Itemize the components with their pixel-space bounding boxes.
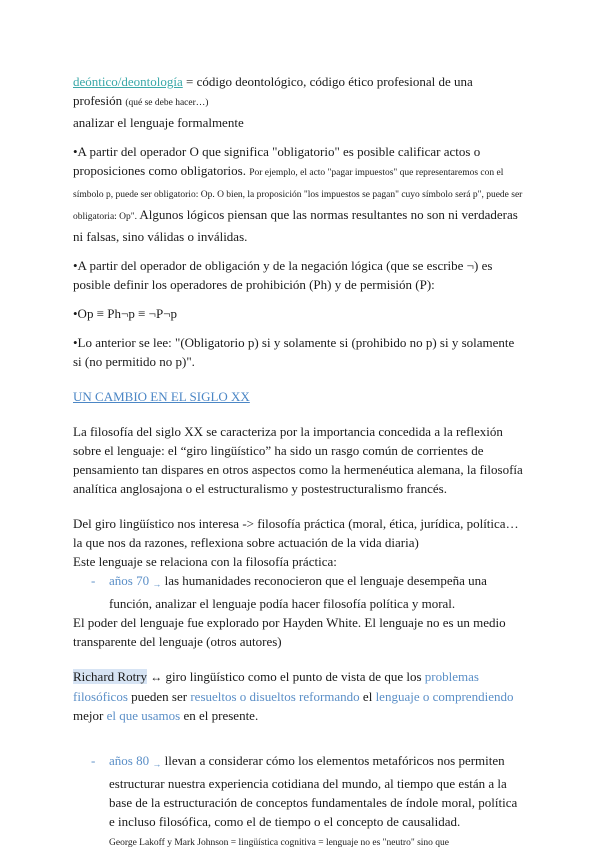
double-arrow-icon: ↔ [150,670,163,684]
arrow-right-icon: → [152,579,162,589]
paragraph-hayden-white: El poder del lenguaje fue explorado por Hayden White. El lenguaje no es un medio transparente del lenguaje (otros autores) [73,615,506,649]
paragraph-operador-o: •A partir del operador O que significa "obligatorio" es posible calificar actos o proposiciones como obligatorios. Por ejemplo, el acto "pagar impuestos" que representaremos con el símbolo p, puede ser obligatorio: Op. O bien, la proposición "los impuestos se pagan" cuyo símbolo será p", puede ser obligatoria: Op". Algunos lógicos piensan que las normas resultantes no son ni verdaderas ni falsas, sino válidas o inválidas. [73,144,523,244]
paragraph-lectura: •Lo anterior se lee: "(Obligatorio p) si y solamente si (prohibido no p) si y solamente si (no permitido no p)". [73,335,515,369]
arrow-right-icon: → [152,759,162,769]
paragraph-giro: Del giro lingüístico nos interesa -> filosofía práctica (moral, ética, jurídica, política… la que nos da razones, reflexiona sobre actuación de la vida diaria) [73,516,519,550]
document-page [73,72,523,853]
section-heading: UN CAMBIO EN EL SIGLO XX [73,389,250,404]
list-anos-80 [73,751,523,853]
paragraph-relaciona: Este lenguaje se relaciona con la filosofía práctica: [73,554,337,569]
list-anos-70 [73,571,523,613]
formula-line: •Op ≡ Ph¬p ≡ ¬P¬p [73,306,178,321]
list-item: - años 70 → las humanidades reconocieron que el lenguaje desempeña una función, analizar el lenguaje podía hacer filosofía política y moral. [91,573,487,611]
paragraph-analizar: analizar el lenguaje formalmente [73,115,244,130]
deontologia-link[interactable]: deóntico/deontología [73,74,183,89]
paragraph-rorty: Richard Rotry ↔ giro lingüístico como el punto de vista de que los problemas filosóficos pueden ser resueltos o disueltos reformando el lenguaje o comprendiendo mejor el que usamos en el presente. [73,669,514,723]
paragraph-deontologia: deóntico/deontología = código deontológico, código ético profesional de una profesión (qué se debe hacer…) [73,74,473,108]
list-item: - años 80 → llevan a considerar cómo los elementos metafóricos nos permiten estructurar nuestra experiencia cotidiana del mundo, al tiempo que están a la base de la estructuración de conceptos fundamentales de índole moral, política e incluso filosófica, como el de tiempo o el concepto de causalidad. George Lakoff y Mark Johnson = lingüística cognitiva = lenguaje no es "neutro" sino que [91,753,518,848]
highlighted-name: Richard Rotry [73,669,148,684]
paragraph-siglo-xx: La filosofía del siglo XX se caracteriza por la importancia concedida a la reflexión sobre el lenguaje: el “giro lingüístico” ha sido un rasgo común de corrientes de pensamiento tan dispares en otros aspectos como la hermenéutica alemana, la filosofía analítica anglosajona o el estructuralismo y postestructuralismo francés. [73,424,523,496]
paragraph-operador-obligacion: •A partir del operador de obligación y de la negación lógica (que se escribe ¬) es posible definir los operadores de prohibición (Ph) y de permisión (P): [73,258,493,292]
